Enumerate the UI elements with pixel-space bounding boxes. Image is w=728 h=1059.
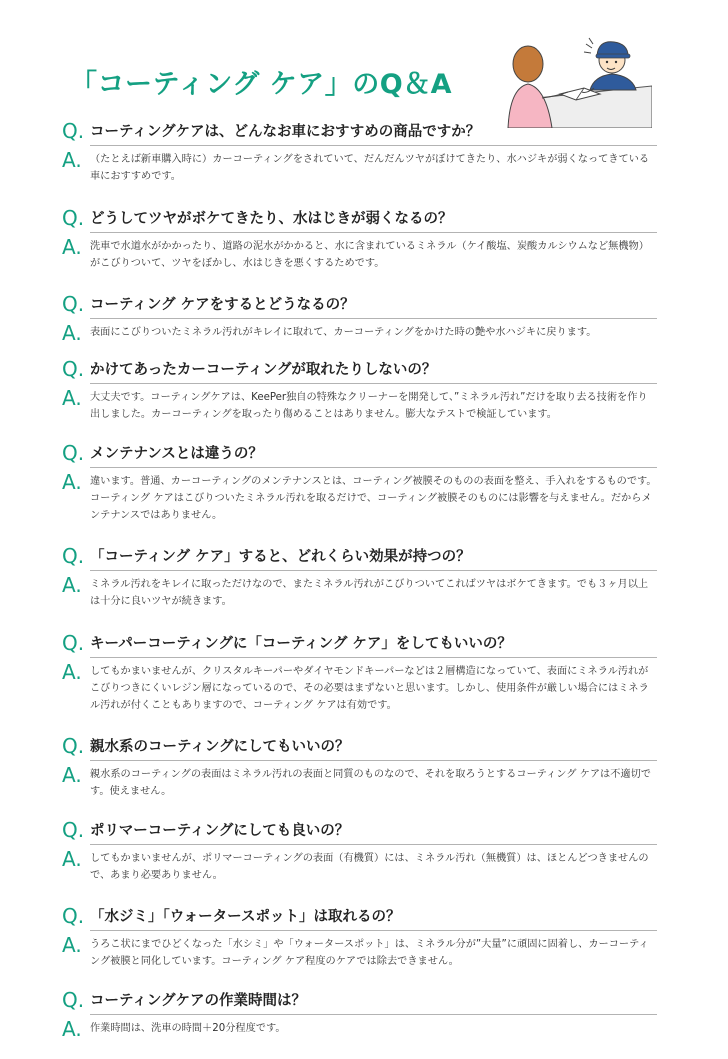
- question-text: ポリマーコーティングにしても良いの？: [90, 823, 350, 839]
- qa-item: [62, 356, 657, 440]
- divider: [90, 383, 657, 384]
- qa-item: [62, 733, 657, 817]
- qa-item: [62, 903, 657, 987]
- answer-text: 大丈夫です。コーティングケアは、KeePer独自の特殊なクリーナーを開発して、”ミネラル汚れ”だけを取り去る技術を作り出しました。カーコーティングを取ったり傷めることはありません。膨大なテストで検証しています。: [90, 392, 648, 420]
- question-text: キーパーコーティングに「コーティング ケア」をしてもいいの？: [90, 636, 512, 652]
- question-text: コーティングケアは、どんなお車におすすめの商品ですか？: [90, 124, 481, 140]
- answer-mark: A.: [62, 235, 82, 259]
- answer-text: 違います。普通、カーコーティングのメンテナンスとは、コーティング被膜そのものの表面を整え、手入れをするものです。コーティング ケアはこびりついたミネラル汚れを取るだけで、コーティング被膜そのものには影響を与えません。だからメンテナンスではありません。: [90, 476, 657, 521]
- answer-text: してもかまいませんが、クリスタルキーパーやダイヤモンドキーパーなどは２層構造になっていて、表面にミネラル汚れがこびりつきにくいレジン層になっているので、その必要はまずないと思います。しかし、使用条件が厳しい場合にはミネラル汚れが付くこともありますので、コーティング ケアは有効です。: [90, 666, 649, 711]
- answer-mark: A.: [62, 386, 82, 410]
- customer-consultation-illustration: [502, 28, 652, 128]
- qa-item: [62, 118, 657, 205]
- question-text: コーティング ケアをするとどうなるの？: [90, 297, 355, 313]
- question-mark: Q.: [62, 734, 85, 758]
- question-text: 「水ジミ」「ウォータースポット」は取れるの？: [90, 909, 401, 925]
- qa-item: [62, 817, 657, 903]
- qa-item: [62, 291, 657, 356]
- question-text: 親水系のコーティングにしてもいいの？: [90, 739, 350, 755]
- answer-text: 作業時間は、洗車の時間＋20分程度です。: [90, 1023, 286, 1034]
- answer-mark: A.: [62, 763, 82, 787]
- question-mark: Q.: [62, 904, 85, 928]
- answer-text: （たとえば新車購入時に）カーコーティングをされていて、だんだんツヤがぼけてきたり、水ハジキが弱くなってきている車におすすめです。: [90, 154, 650, 182]
- qa-item: [62, 440, 657, 543]
- answer-mark: A.: [62, 470, 82, 494]
- question-text: かけてあったカーコーティングが取れたりしないの？: [90, 362, 437, 378]
- qa-item: [62, 987, 657, 1047]
- answer-text: してもかまいませんが、ポリマーコーティングの表面（有機質）には、ミネラル汚れ（無機質）は、ほとんどつきませんので、あまり必要ありません。: [90, 853, 649, 881]
- answer-mark: A.: [62, 573, 82, 597]
- answer-mark: A.: [62, 148, 82, 172]
- answer-text: ミネラル汚れをキレイに取っただけなので、またミネラル汚れがこびりついてこればツヤはボケてきます。でも３ヶ月以上は十分に良いツヤが続きます。: [90, 579, 649, 607]
- qa-item: [62, 205, 657, 291]
- answer-text: 表面にこびりついたミネラル汚れがキレイに取れて、カーコーティングをかけた時の艶や水ハジキに戻ります。: [90, 327, 597, 338]
- answer-text: 親水系のコーティングの表面はミネラル汚れの表面と同質のものなので、それを取ろうとするコーティング ケアは不適切です。使えません。: [90, 769, 651, 797]
- question-text: どうしてツヤがボケてきたり、水はじきが弱くなるの？: [90, 211, 453, 227]
- divider: [90, 232, 657, 233]
- answer-mark: A.: [62, 660, 82, 684]
- divider: [90, 1014, 657, 1015]
- answer-text: 洗車で水道水がかかったり、道路の泥水がかかると、水に含まれているミネラル（ケイ酸塩、炭酸カルシウムなど無機物）がこびりついて、ツヤをぼかし、水はじきを悪くするためです。: [90, 241, 649, 269]
- question-text: コーティングケアの作業時間は？: [90, 993, 307, 1009]
- question-mark: Q.: [62, 357, 85, 381]
- divider: [90, 760, 657, 761]
- answer-mark: A.: [62, 321, 82, 345]
- divider: [90, 145, 657, 146]
- page-title: 「コーティング ケア」のQ＆A: [70, 69, 453, 100]
- divider: [90, 844, 657, 845]
- qa-list: [62, 118, 657, 1047]
- answer-mark: A.: [62, 1017, 82, 1041]
- question-text: メンテナンスとは違うの？: [90, 446, 263, 462]
- question-mark: Q.: [62, 631, 85, 655]
- question-mark: Q.: [62, 988, 85, 1012]
- qa-item: [62, 543, 657, 630]
- question-mark: Q.: [62, 441, 85, 465]
- qa-item: [62, 630, 657, 733]
- divider: [90, 657, 657, 658]
- question-mark: Q.: [62, 818, 85, 842]
- divider: [90, 318, 657, 319]
- divider: [90, 930, 657, 931]
- question-mark: Q.: [62, 544, 85, 568]
- answer-mark: A.: [62, 933, 82, 957]
- divider: [90, 570, 657, 571]
- question-text: 「コーティング ケア」すると、どれくらい効果が持つの？: [90, 549, 471, 565]
- question-mark: Q.: [62, 206, 85, 230]
- answer-text: うろこ状にまでひどくなった「水シミ」や「ウォータースポット」は、ミネラル分が”大量”に頑固に固着し、カーコーティング被膜と同化しています。コーティング ケア程度のケアでは除去できません。: [90, 939, 649, 967]
- divider: [90, 467, 657, 468]
- question-mark: Q.: [62, 292, 85, 316]
- answer-mark: A.: [62, 847, 82, 871]
- question-mark: Q.: [62, 119, 85, 143]
